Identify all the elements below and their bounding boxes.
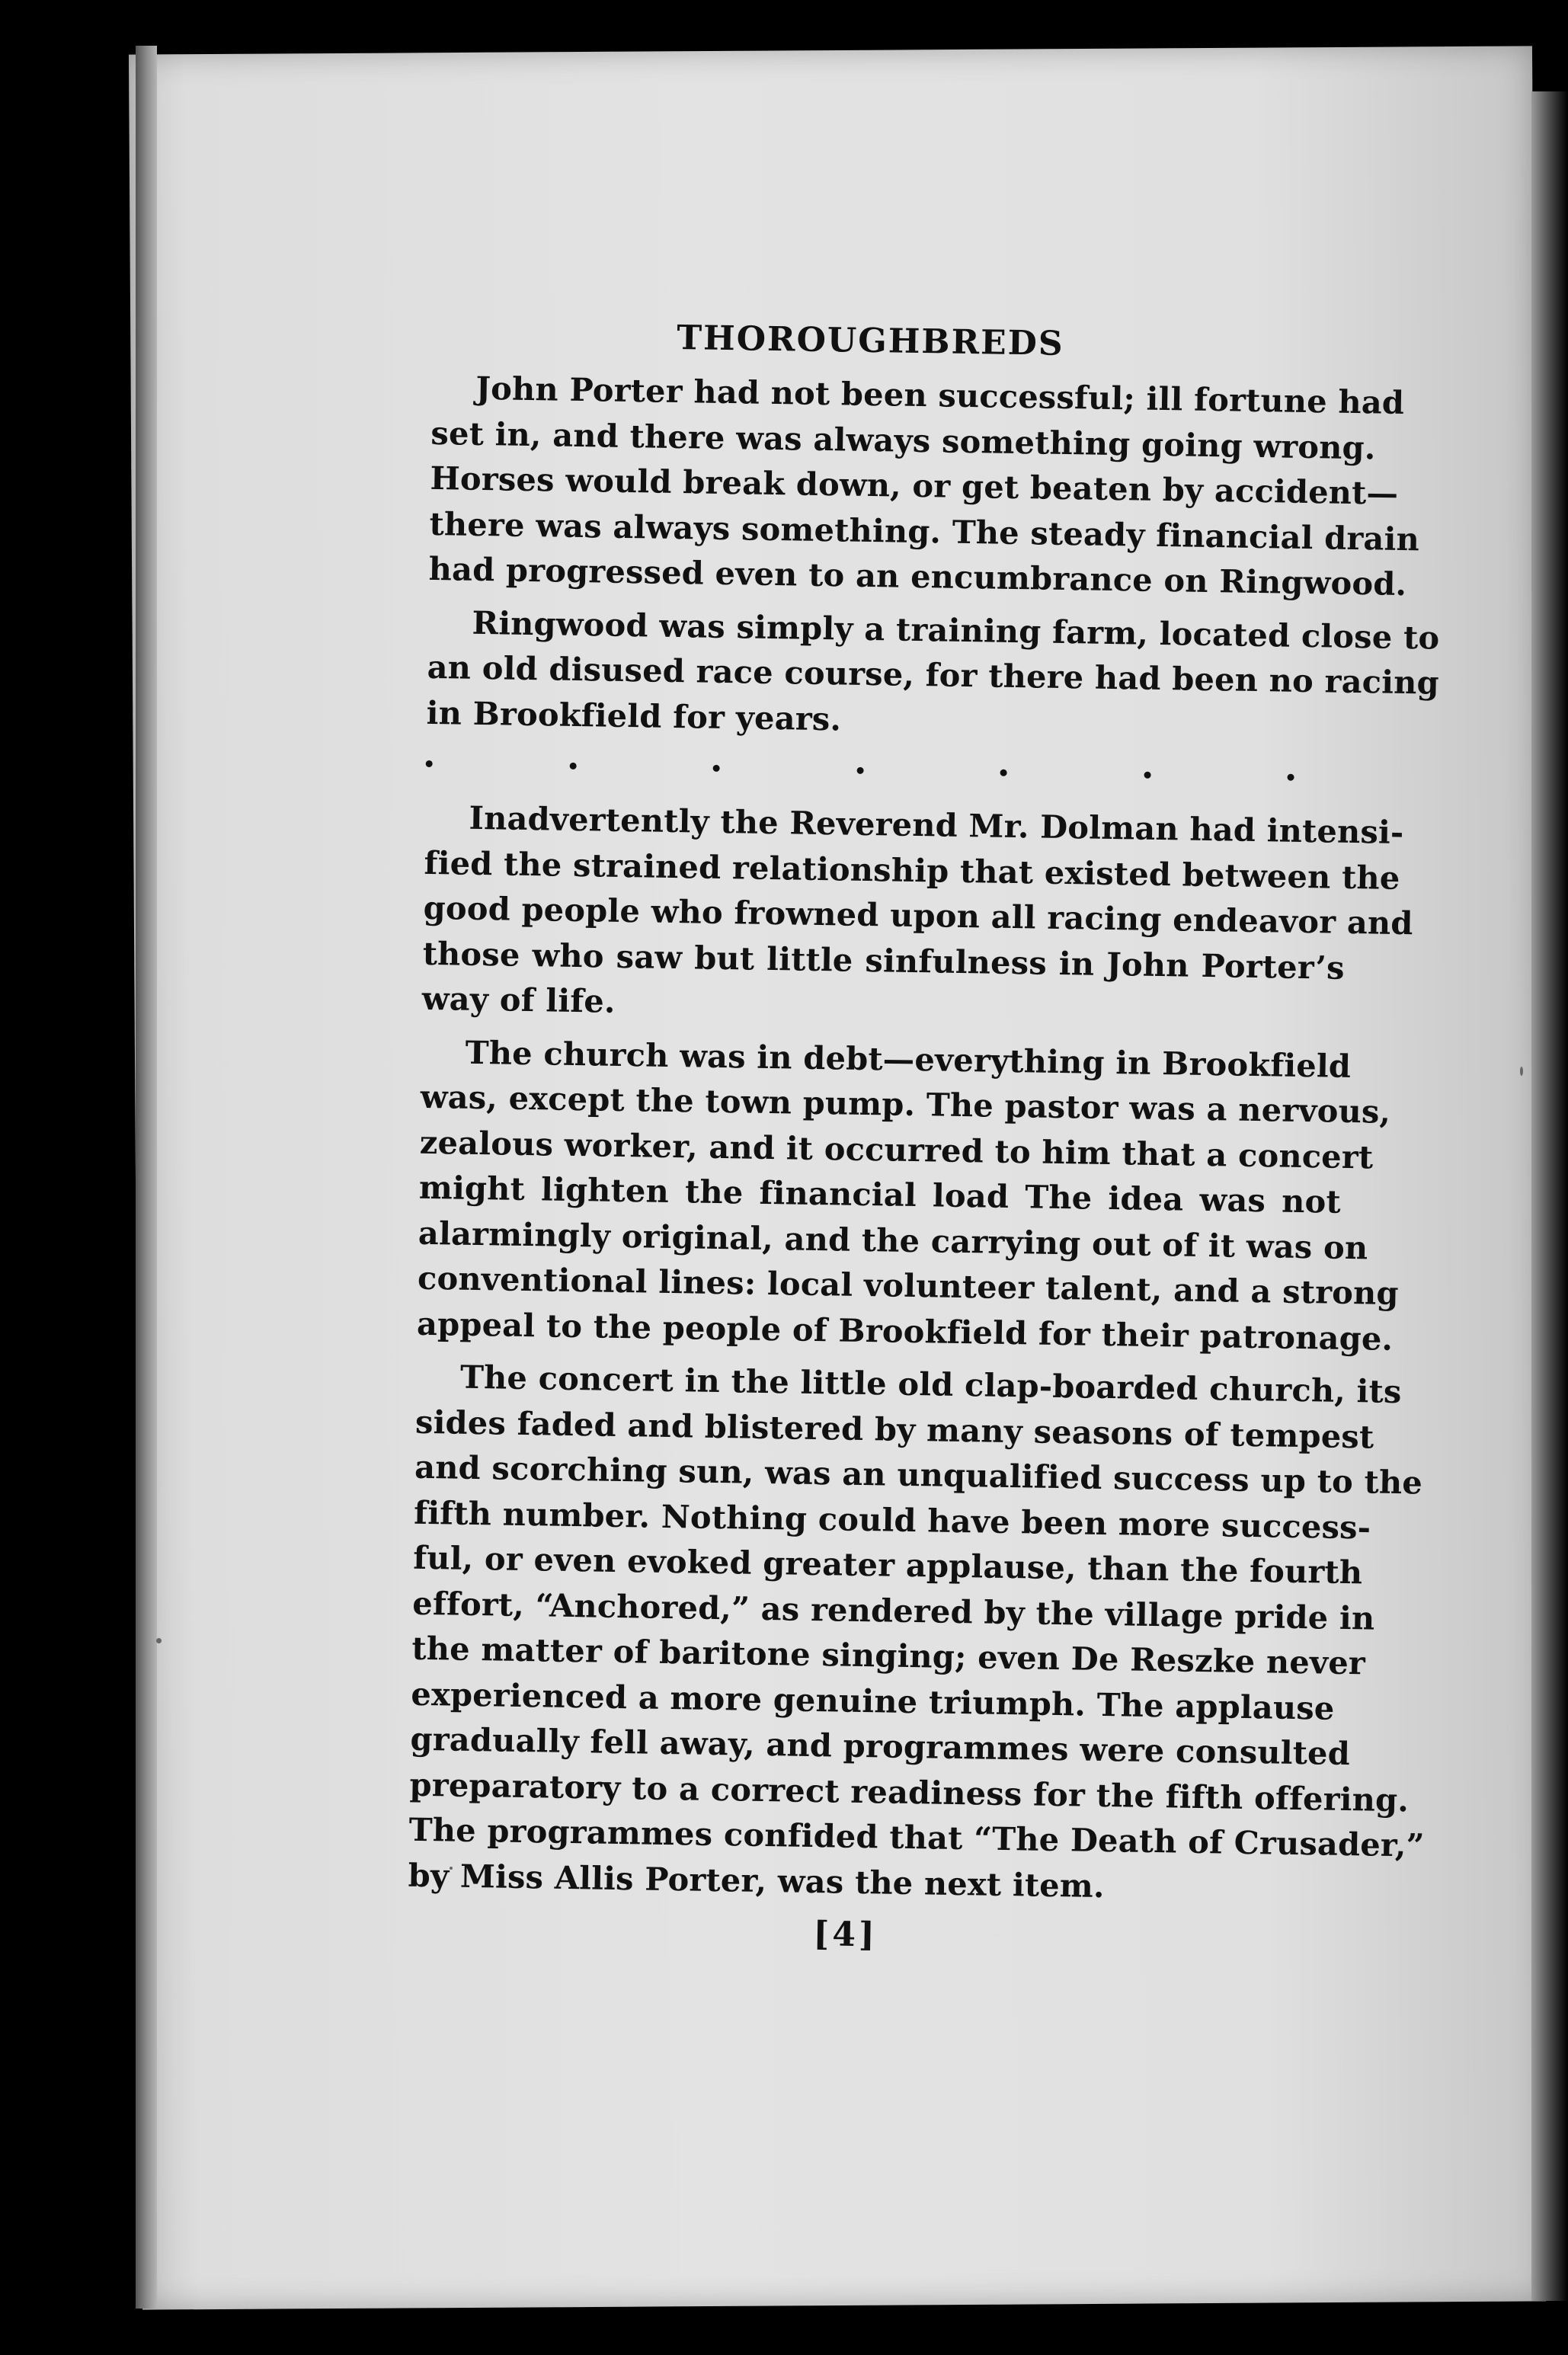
text-line: The concert in the little old clap-boarded church, its	[459, 1358, 1402, 1411]
text-line: appeal to the people of Brookfield for their patronage.	[416, 1304, 1394, 1358]
text-line: there was always something. The steady financial drain	[429, 504, 1420, 558]
text-line: The programmes confided that “The Death of Crusader,”	[408, 1810, 1426, 1864]
text-line: John Porter had not been successful; ill fortune had	[475, 369, 1405, 421]
chapter-heading: THOROUGHBREDS	[676, 318, 1064, 363]
book-binding-edge	[136, 46, 157, 2309]
paragraph	[362, 1353, 1426, 1912]
text-line: might lighten the financial load The idea was not	[418, 1168, 1342, 1221]
paragraph	[371, 1028, 1400, 1360]
text-line: by Miss Allis Porter, was the next item.	[408, 1856, 1106, 1905]
break-dot	[713, 764, 720, 771]
paragraph	[376, 794, 1413, 1035]
text-line: way of life.	[421, 979, 616, 1020]
scan-speck	[156, 1638, 162, 1643]
text-line: good people who frowned upon all racing endeavor and	[423, 888, 1413, 942]
text-line: The church was in debt—everything in Brookfield	[465, 1033, 1352, 1085]
text-line: set in, and there was always something going wrong.	[430, 414, 1376, 466]
page-right-edge	[1531, 91, 1568, 2301]
text-line: those who saw but little sinfulness in John Porter’s	[422, 934, 1346, 987]
text-line: experienced a more genuine triumph. The applause	[411, 1675, 1335, 1727]
section-break-dots	[379, 745, 1348, 795]
text-line: ful, or even evoked greater applause, than the fourth	[412, 1538, 1363, 1592]
text-line: the matter of baritone singing; even De Reszke never	[411, 1629, 1366, 1682]
page-text	[361, 312, 1440, 1965]
text-line: Ringwood was simply a training farm, located close to	[472, 603, 1440, 657]
text-line: preparatory to a correct readiness for the fifth offering.	[409, 1765, 1410, 1819]
text-line: an old disused race course, for there had been no racing	[427, 648, 1440, 702]
paragraph	[382, 364, 1420, 606]
text-line: Horses would break down, or get beaten by accident—	[430, 459, 1399, 512]
text-line: conventional lines: local volunteer talent, and a strong	[417, 1259, 1400, 1313]
text-line: was, except the town pump. The pastor was a nervous,	[420, 1077, 1391, 1131]
text-line: in Brookfield for years.	[426, 693, 842, 738]
break-dot	[856, 766, 863, 773]
paragraph	[380, 598, 1440, 749]
scan-speck	[1520, 1067, 1523, 1076]
break-dot	[1287, 773, 1294, 780]
text-line: and scorching sun, was an unqualified success up to the	[414, 1448, 1423, 1502]
break-dot	[1000, 769, 1007, 776]
text-line: fifth number. Nothing could have been more success-	[413, 1493, 1371, 1546]
text-line: sides faded and blistered by many seasons of tempest	[414, 1403, 1374, 1456]
break-dot	[426, 760, 433, 766]
text-line: Inadvertently the Reverend Mr. Dolman had intensi-	[469, 798, 1404, 852]
break-dot	[1144, 771, 1150, 778]
page-number: [4]	[813, 1915, 878, 1955]
text-line: fied the strained relationship that existed between the	[424, 843, 1400, 897]
break-dot	[569, 762, 576, 769]
text-line: alarmingly original, and the carrying out of it was on	[418, 1214, 1368, 1266]
text-line: zealous worker, and it occurred to him that a concert	[419, 1123, 1374, 1176]
text-line: gradually fell away, and programmes were consulted	[410, 1720, 1351, 1773]
text-line: had progressed even to an encumbrance on Ringwood.	[428, 549, 1407, 603]
text-line: effort, “Anchored,” as rendered by the village pride in	[412, 1584, 1375, 1637]
